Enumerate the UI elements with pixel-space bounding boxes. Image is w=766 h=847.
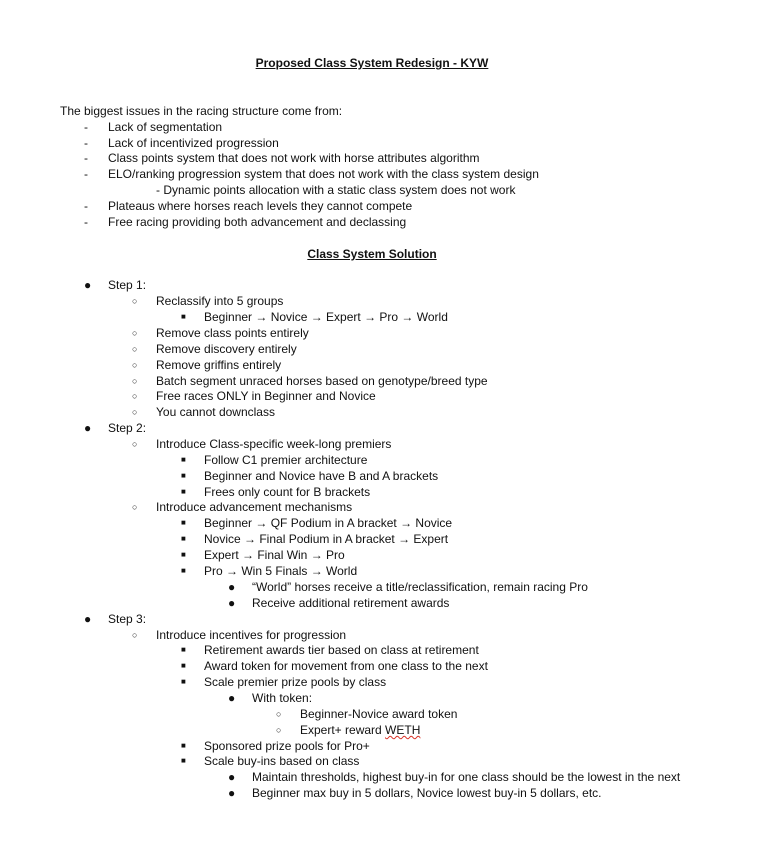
step2-subsubitem: “World” horses receive a title/reclassification, remain racing Pro — [252, 580, 588, 594]
square-bullet: ■ — [181, 661, 186, 670]
issue-subitem: - Dynamic points allocation with a static class system does not work — [156, 183, 516, 197]
circle-bullet: ○ — [276, 725, 282, 735]
circle-bullet: ○ — [132, 630, 138, 640]
dash-bullet: - — [84, 120, 88, 134]
step1-item: Remove discovery entirely — [156, 342, 297, 356]
circle-bullet: ○ — [132, 296, 138, 306]
step3-subitem: Scale premier prize pools by class — [204, 675, 387, 689]
square-bullet: ■ — [181, 645, 186, 654]
step3-subsubsubitem — [300, 723, 420, 737]
step2-subitem: Expert → Final Win → Pro — [204, 548, 345, 562]
step1-item: Remove class points entirely — [156, 326, 309, 340]
step3-item: Introduce incentives for progression — [156, 628, 347, 642]
issue-item: Free racing providing both advancement and declassing — [108, 215, 407, 229]
intro-text: The biggest issues in the racing structure come from: — [60, 104, 343, 118]
disc-bullet: ● — [228, 786, 236, 800]
issue-item: Lack of incentivized progression — [108, 136, 279, 150]
step2-item: Introduce advancement mechanisms — [156, 500, 353, 514]
step3-subsubitem: Beginner max buy in 5 dollars, Novice lowest buy-in 5 dollars, etc. — [252, 786, 602, 800]
step1-item: Reclassify into 5 groups — [156, 294, 284, 308]
step1-item: Remove griffins entirely — [156, 358, 282, 372]
step2-subitem: Beginner → QF Podium in A bracket → Novice — [204, 516, 453, 530]
step3-subsubitem: Maintain thresholds, highest buy-in for one class should be the lowest in the next — [252, 770, 681, 784]
circle-bullet: ○ — [132, 328, 138, 338]
step1-label: Step 1: — [108, 278, 147, 292]
dash-bullet: - — [84, 136, 88, 150]
circle-bullet: ○ — [132, 439, 138, 449]
step1-item: Free races ONLY in Beginner and Novice — [156, 389, 376, 403]
step1-item: You cannot downclass — [156, 405, 275, 419]
circle-bullet: ○ — [132, 344, 138, 354]
square-bullet: ■ — [181, 566, 186, 575]
step2-subitem: Frees only count for B brackets — [204, 485, 371, 499]
step1-item: Batch segment unraced horses based on genotype/breed type — [156, 374, 488, 388]
step3-subsubitem: With token: — [252, 691, 313, 705]
circle-bullet: ○ — [276, 709, 282, 719]
square-bullet: ■ — [181, 312, 186, 321]
circle-bullet: ○ — [132, 502, 138, 512]
dash-bullet: - — [84, 199, 88, 213]
step2-subitem: Pro → Win 5 Finals → World — [204, 564, 358, 578]
step2-subitem: Follow C1 premier architecture — [204, 453, 368, 467]
square-bullet: ■ — [181, 455, 186, 464]
step1-subitem: Beginner → Novice → Expert → Pro → World — [204, 310, 448, 324]
square-bullet: ■ — [181, 550, 186, 559]
square-bullet: ■ — [181, 756, 186, 765]
square-bullet: ■ — [181, 741, 186, 750]
dash-bullet: - — [84, 151, 88, 165]
step2-subsubitem: Receive additional retirement awards — [252, 596, 450, 610]
disc-bullet: ● — [228, 691, 236, 705]
step3-subitem: Scale buy-ins based on class — [204, 754, 360, 768]
step2-label: Step 2: — [108, 421, 147, 435]
issue-item: Class points system that does not work with horse attributes algorithm — [108, 151, 480, 165]
disc-bullet: ● — [228, 770, 236, 784]
disc-bullet: ● — [228, 580, 236, 594]
disc-bullet: ● — [228, 596, 236, 610]
step3-subitem: Sponsored prize pools for Pro+ — [204, 739, 370, 753]
step2-subitem: Beginner and Novice have B and A brackets — [204, 469, 439, 483]
step3-subitem: Award token for movement from one class to the next — [204, 659, 488, 673]
square-bullet: ■ — [181, 677, 186, 686]
circle-bullet: ○ — [132, 360, 138, 370]
step3-label: Step 3: — [108, 612, 147, 626]
issue-item: Plateaus where horses reach levels they cannot compete — [108, 199, 413, 213]
issue-item: ELO/ranking progression system that does not work with the class system design — [108, 167, 539, 181]
circle-bullet: ○ — [132, 391, 138, 401]
solution-heading: Class System Solution — [307, 247, 437, 261]
step3-subsubsubitem: Beginner-Novice award token — [300, 707, 458, 721]
dash-bullet: - — [84, 215, 88, 229]
circle-bullet: ○ — [132, 407, 138, 417]
disc-bullet: ● — [84, 278, 92, 292]
issue-item: Lack of segmentation — [108, 120, 223, 134]
circle-bullet: ○ — [132, 376, 138, 386]
step2-subitem: Novice → Final Podium in A bracket → Expert — [204, 532, 449, 546]
reward-text: Expert+ reward — [300, 723, 386, 737]
square-bullet: ■ — [181, 471, 186, 480]
step3-subitem: Retirement awards tier based on class at retirement — [204, 643, 479, 657]
square-bullet: ■ — [181, 534, 186, 543]
square-bullet: ■ — [181, 487, 186, 496]
disc-bullet: ● — [84, 612, 92, 626]
weth-spellcheck-word: WETH — [385, 723, 421, 737]
document-title: Proposed Class System Redesign - KYW — [255, 56, 489, 70]
step2-item: Introduce Class-specific week-long premiers — [156, 437, 392, 451]
disc-bullet: ● — [84, 421, 92, 435]
dash-bullet: - — [84, 167, 88, 181]
square-bullet: ■ — [181, 518, 186, 527]
